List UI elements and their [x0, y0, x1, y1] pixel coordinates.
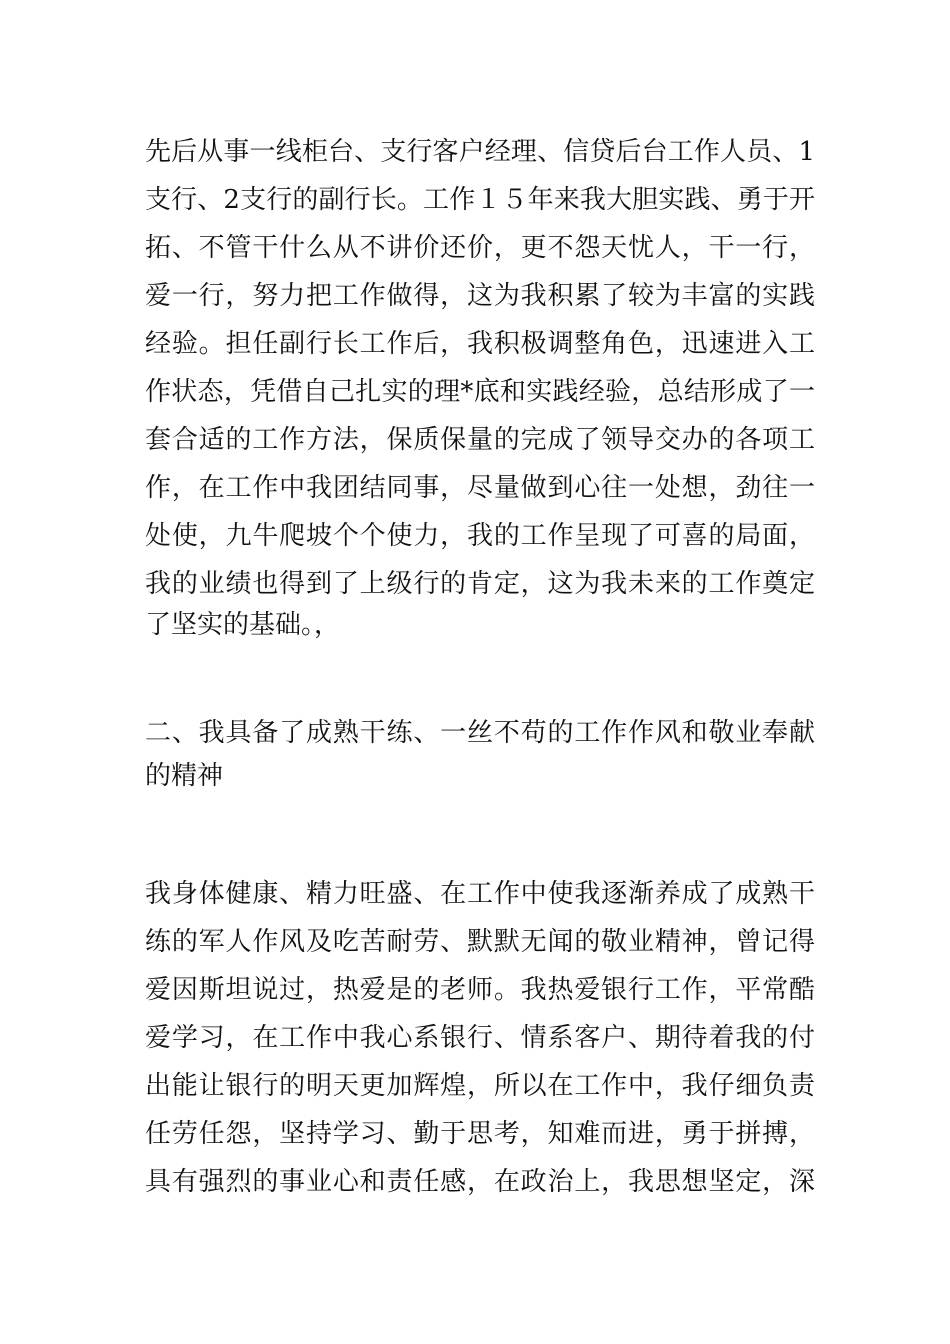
paragraph-line: 爱因斯坦说过，热爱是的老师。我热爱银行工作，平常酷: [145, 975, 815, 1005]
paragraph-line: 我的业绩也得到了上级行的肯定，这为我未来的工作奠定: [145, 569, 815, 599]
paragraph-line: 处使，九牛爬坡个个使力，我的工作呈现了可喜的局面，: [145, 521, 815, 551]
paragraph-line: 了坚实的基础。，: [145, 610, 341, 640]
paragraph-line: 拓、不管干什么从不讲价还价，更不怨天忧人，干一行，: [145, 233, 815, 263]
paragraph-line: 爱一行，努力把工作做得，这为我积累了较为丰富的实践: [145, 281, 815, 311]
paragraph-line: 套合适的工作方法，保质保量的完成了领导交办的各项工: [145, 425, 815, 455]
paragraph-line: 任劳任怨，坚持学习、勤于思考，知难而进，勇于拼搏，: [145, 1119, 815, 1149]
paragraph-line: 作，在工作中我团结同事，尽量做到心往一处想，劲往一: [145, 473, 815, 503]
paragraph-line: 练的军人作风及吃苦耐劳、默默无闻的敬业精神，曾记得: [145, 927, 815, 957]
paragraph-line: 我身体健康、精力旺盛、在工作中使我逐渐养成了成熟干: [145, 879, 815, 909]
paragraph-line: 具有强烈的事业心和责任感，在政治上，我思想坚定，深: [145, 1167, 815, 1197]
paragraph-line: 先后从事一线柜台、支行客户经理、信贷后台工作人员、1: [145, 137, 815, 167]
paragraph-line: 作状态，凭借自己扎实的理*底和实践经验，总结形成了一: [145, 377, 815, 407]
paragraph-line: 出能让银行的明天更加辉煌，所以在工作中，我仔细负责: [145, 1071, 815, 1101]
paragraph-line: 支行、2支行的副行长。工作１５年来我大胆实践、勇于开: [145, 185, 815, 215]
paragraph-line: 经验。担任副行长工作后，我积极调整角色，迅速进入工: [145, 329, 815, 359]
paragraph-line: 爱学习，在工作中我心系银行、情系客户、期待着我的付: [145, 1023, 815, 1053]
heading-line: 二、我具备了成熟干练、一丝不苟的工作作风和敬业奉献: [145, 718, 815, 748]
heading-line: 的精神: [145, 761, 224, 791]
